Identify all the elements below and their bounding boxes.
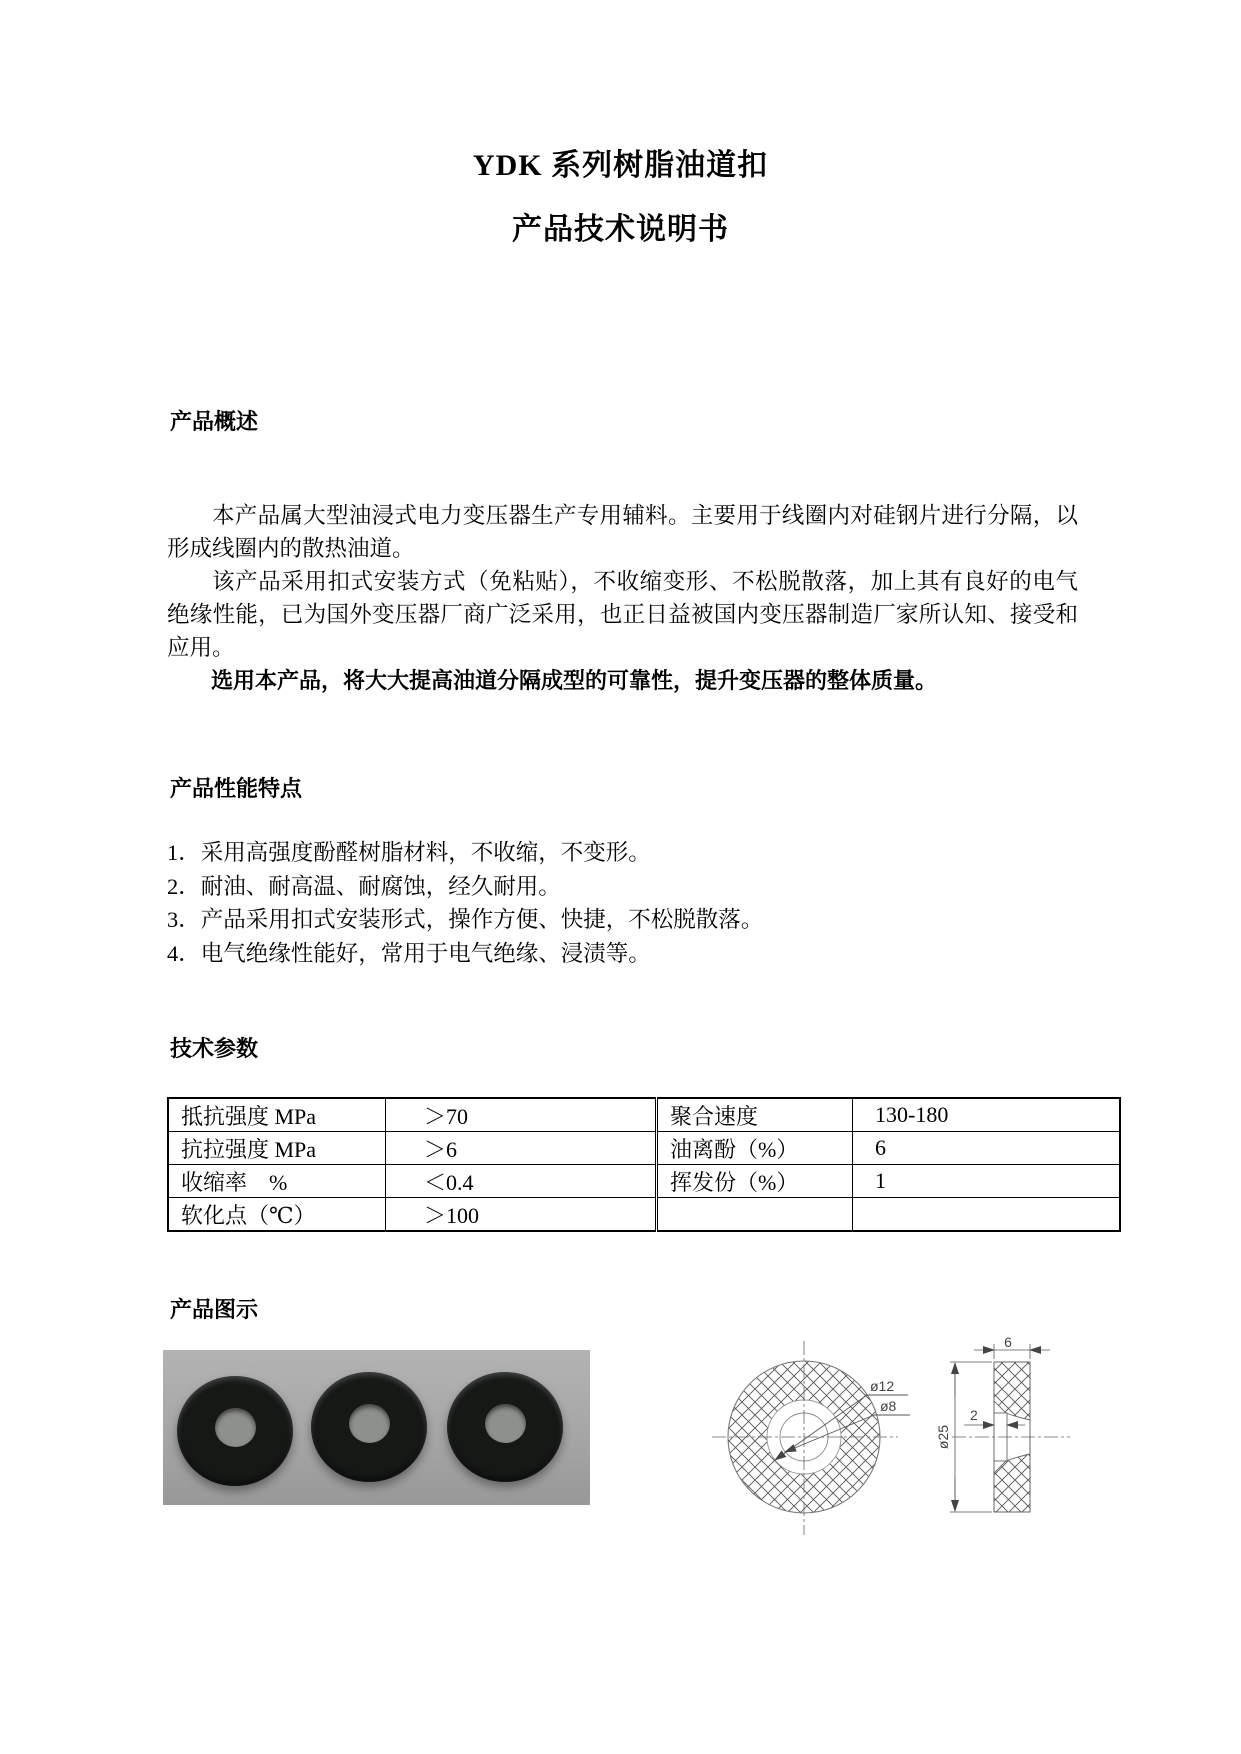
- param-value: [853, 1198, 1121, 1232]
- overview-para-1: 本产品属大型油浸式电力变压器生产专用辅料。主要用于线圈内对硅钢片进行分隔，以形成线圈内的散热油道。: [167, 503, 1078, 561]
- param-name: 抗拉强度 MPa: [168, 1132, 386, 1165]
- overview-para-3-bold: 选用本产品，将大大提高油道分隔成型的可靠性，提升变压器的整体质量。: [211, 668, 938, 693]
- param-value: ＞100: [386, 1198, 657, 1232]
- doc-title-line1: YDK 系列树脂油道扣: [472, 149, 769, 182]
- param-value: 130-180: [853, 1098, 1121, 1132]
- overview-para-2: 该产品采用扣式安装方式（免粘贴），不收缩变形、不松脱散落，加上其有良好的电气绝缘性能，已为国外变压器厂商广泛采用，也正日益被国内变压器制造厂家所认知、接受和应用。: [167, 569, 1078, 660]
- param-value: 1: [853, 1165, 1121, 1198]
- dim-label-dia12: ø12: [870, 1378, 895, 1394]
- table-row: [168, 1165, 1120, 1198]
- features-heading: 产品性能特点: [170, 776, 303, 801]
- parameters-heading: 技术参数: [170, 1036, 259, 1061]
- param-value: ＞6: [386, 1132, 657, 1165]
- feature-item-1: 1．采用高强度酚醛树脂材料，不收缩，不变形。: [167, 840, 651, 865]
- table-row: [168, 1198, 1120, 1232]
- drawing-side-view: [935, 1337, 1070, 1512]
- dim-label-dia25: ø25: [935, 1424, 951, 1450]
- product-photo: [163, 1350, 590, 1505]
- drawing-front-view: [712, 1341, 910, 1535]
- param-name: 软化点（℃）: [168, 1198, 386, 1232]
- doc-title-line2: 产品技术说明书: [512, 213, 729, 246]
- overview-heading: 产品概述: [170, 409, 259, 434]
- product-ring: [311, 1372, 427, 1482]
- feature-item-4: 4．电气绝缘性能好，常用于电气绝缘、浸渍等。: [167, 940, 651, 966]
- dim-label-dia8: ø8: [880, 1398, 897, 1414]
- param-name: [657, 1198, 853, 1232]
- param-name: 挥发份（%）: [657, 1165, 853, 1198]
- product-ring: [447, 1372, 563, 1482]
- param-name: 聚合速度: [657, 1098, 853, 1132]
- param-value: ＞70: [386, 1098, 657, 1132]
- param-name: 收缩率 %: [168, 1165, 386, 1198]
- table-row: [168, 1132, 1120, 1165]
- param-name: 油离酚（%）: [657, 1132, 853, 1165]
- features-list: [167, 836, 1078, 970]
- feature-item-3: 3．产品采用扣式安装形式，操作方便、快捷，不松脱散落。: [167, 907, 764, 932]
- feature-item-2: 2．耐油、耐高温、耐腐蚀，经久耐用。: [167, 873, 561, 899]
- param-name: 抵抗强度 MPa: [168, 1098, 386, 1132]
- illustration-heading: 产品图示: [170, 1297, 259, 1322]
- param-value: 6: [853, 1132, 1121, 1165]
- table-row: [168, 1098, 1120, 1132]
- technical-drawing: [612, 1337, 1112, 1547]
- product-ring: [177, 1376, 293, 1486]
- overview-paragraphs: [167, 499, 1078, 697]
- dim-label-thickness: 6: [1004, 1337, 1012, 1350]
- param-value: ＜0.4: [386, 1165, 657, 1198]
- dim-label-step: 2: [970, 1407, 978, 1423]
- parameters-table: [167, 1097, 1121, 1232]
